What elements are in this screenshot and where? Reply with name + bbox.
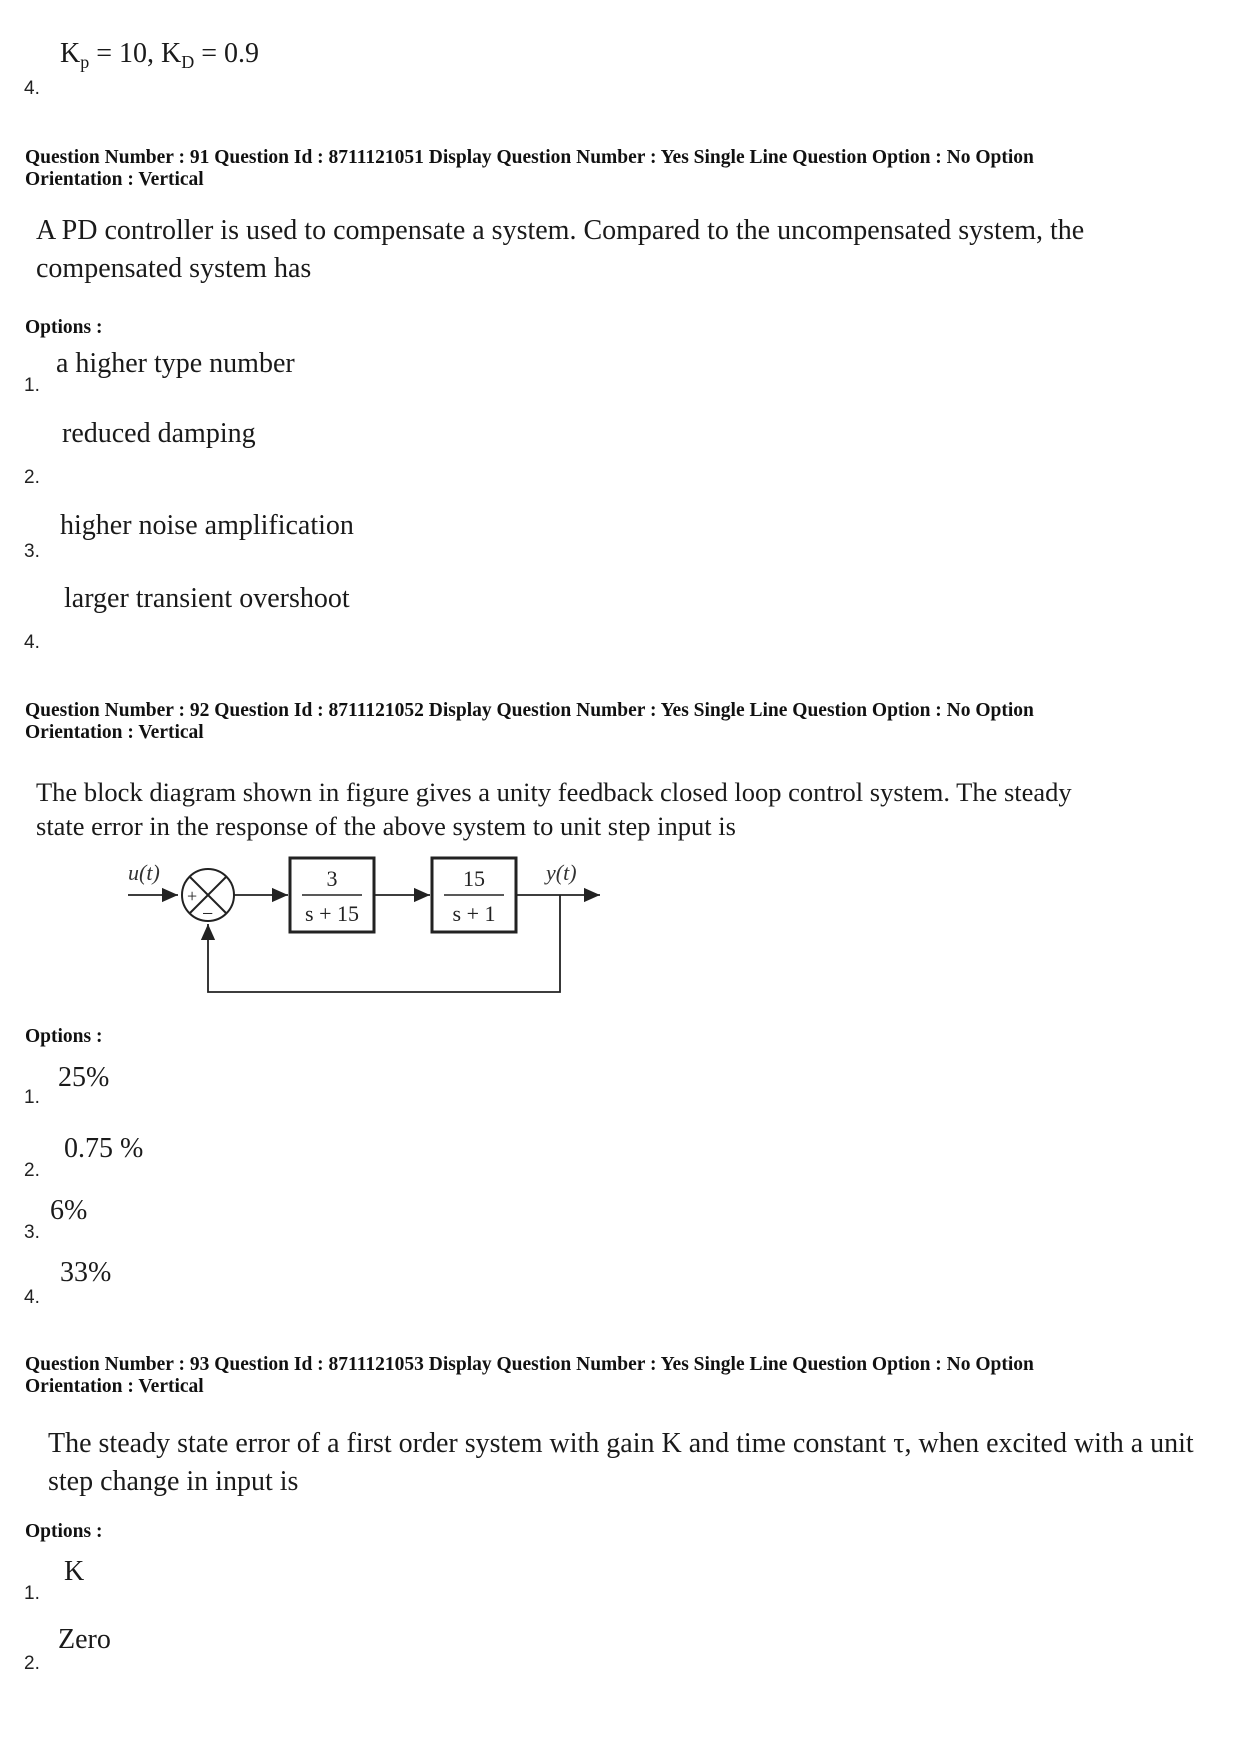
block-2-denominator: s + 1	[452, 901, 496, 926]
q92-block-diagram	[118, 850, 608, 1000]
q91-option-1-number: 1.	[24, 375, 40, 396]
output-label: y(t)	[546, 860, 577, 885]
q91-option-2-number: 2.	[24, 467, 40, 488]
kd-value: = 0.9	[201, 38, 260, 69]
q92-meta-line2: Orientation : Vertical	[25, 722, 204, 743]
q93-meta-line1: Question Number : 93 Question Id : 8711121053 Display Question Number : Yes Single Line Question Option : No Option	[25, 1354, 1034, 1375]
kp-label: K	[60, 38, 81, 69]
q91-option-4-text[interactable]: larger transient overshoot	[64, 583, 350, 614]
q91-meta	[25, 147, 1215, 191]
block-1-numerator: 3	[326, 866, 338, 891]
q92-meta-line1: Question Number : 92 Question Id : 8711121052 Display Question Number : Yes Single Line Question Option : No Option	[25, 700, 1034, 721]
q91-meta-line2: Orientation : Vertical	[25, 169, 204, 190]
q91-option-3-text[interactable]: higher noise amplification	[60, 510, 354, 541]
q93-option-2-text[interactable]: Zero	[58, 1624, 111, 1655]
kd-label: K	[161, 38, 182, 69]
minus-sign: −	[202, 903, 214, 925]
kp-subscript: p	[80, 52, 90, 72]
q91-option-3-number: 3.	[24, 541, 40, 562]
block-1-denominator: s + 15	[305, 901, 359, 926]
q92-meta	[25, 700, 1215, 744]
q93-option-1-text[interactable]: K	[64, 1556, 85, 1587]
kd-subscript: D	[181, 52, 195, 72]
q92-option-1-number: 1.	[24, 1087, 40, 1108]
kp-value: = 10,	[96, 38, 162, 69]
prev-option-4-number: 4.	[24, 78, 40, 99]
q93-option-1-number: 1.	[24, 1583, 40, 1604]
q92-option-4-text[interactable]: 33%	[60, 1257, 112, 1288]
q92-option-4-number: 4.	[24, 1287, 40, 1308]
feedback-path	[208, 895, 560, 992]
input-label: u(t)	[128, 860, 160, 885]
q93-meta-line2: Orientation : Vertical	[25, 1376, 204, 1397]
prev-option-4-text	[60, 38, 259, 73]
q92-option-3-text[interactable]: 6%	[50, 1195, 88, 1226]
q93-option-2-number: 2.	[24, 1653, 40, 1674]
q93-meta	[25, 1354, 1215, 1398]
q92-question-text: The block diagram shown in figure gives a unity feedback closed loop control system. The steady state error in the response of the above system to unit step input is	[36, 777, 1072, 841]
q92-option-2-text[interactable]: 0.75 %	[64, 1133, 144, 1164]
q91-option-1-text[interactable]: a higher type number	[56, 348, 295, 379]
q92-option-2-number: 2.	[24, 1160, 40, 1181]
q92-option-1-text[interactable]: 25%	[58, 1062, 110, 1093]
q93-question-text: The steady state error of a first order system with gain K and time constant τ, when excited with a unit step change in input is	[48, 1428, 1194, 1497]
q92-option-3-number: 3.	[24, 1222, 40, 1243]
q91-option-2-text[interactable]: reduced damping	[62, 418, 256, 449]
q91-meta-line1: Question Number : 91 Question Id : 8711121051 Display Question Number : Yes Single Line Question Option : No Option	[25, 147, 1034, 168]
block-2-numerator: 15	[463, 866, 485, 891]
q91-option-4-number: 4.	[24, 632, 40, 653]
q91-options-label: Options :	[25, 317, 103, 338]
q91-question-text: A PD controller is used to compensate a system. Compared to the uncompensated system, the compensated system has	[36, 215, 1085, 284]
plus-sign: +	[187, 886, 198, 906]
q93-options-label: Options :	[25, 1521, 103, 1542]
q92-options-label: Options :	[25, 1026, 103, 1047]
